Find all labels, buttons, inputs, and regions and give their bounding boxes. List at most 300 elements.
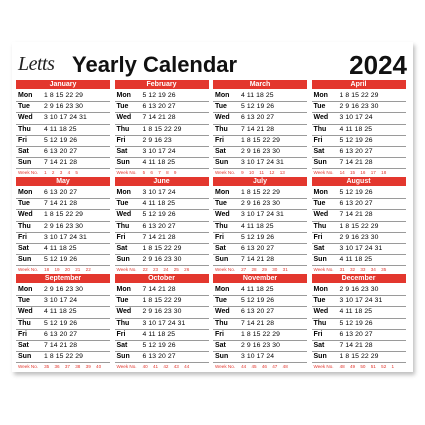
weekday-label: Fri: [313, 330, 323, 338]
day-row: [213, 199, 307, 210]
month-name: June: [115, 177, 209, 186]
day-row: [312, 147, 406, 158]
day-row: [115, 125, 209, 136]
month-name: December: [312, 274, 406, 283]
date-numbers: 6 13 20 27: [142, 103, 176, 111]
week-numbers: 18 19 20 21 22: [44, 267, 91, 273]
day-row: [213, 255, 307, 266]
date-numbers: 5 12 19 26: [339, 319, 373, 327]
weekday-label: Sun: [18, 256, 32, 264]
week-number-label: Week No.: [116, 267, 137, 273]
weekday-label: Mon: [215, 189, 230, 196]
weekday-label: Sun: [18, 159, 32, 167]
day-row: [115, 113, 209, 124]
weekday-label: Mon: [18, 92, 33, 99]
weekday-label: Sun: [313, 159, 327, 167]
day-row: [115, 222, 209, 233]
date-numbers: 1 8 15 22 29: [142, 297, 182, 305]
weekday-label: Sun: [18, 353, 32, 361]
calendar-header: [14, 48, 411, 78]
date-numbers: 6 13 20 27: [339, 200, 373, 208]
month-name: October: [115, 274, 209, 283]
weekday-label: Fri: [18, 330, 27, 338]
week-number-label: Week No.: [18, 170, 39, 176]
weekday-label: Sat: [313, 147, 325, 155]
weekday-label: Tue: [18, 103, 30, 111]
weekday-label: Thu: [313, 319, 327, 327]
day-row: [213, 210, 307, 221]
date-numbers: 5 12 19 26: [241, 233, 275, 241]
week-number-row: [213, 363, 307, 371]
date-numbers: 3 10 17 24: [142, 189, 176, 196]
day-row: [16, 233, 110, 244]
date-numbers: 7 14 21 28: [44, 159, 78, 167]
week-numbers: 35 36 37 38 39 40: [44, 364, 102, 370]
date-numbers: 3 10 17 24 31: [44, 114, 87, 122]
weekday-label: Mon: [116, 189, 131, 196]
day-row: [213, 244, 307, 255]
day-row: [312, 125, 406, 136]
date-numbers: 7 14 21 28: [142, 114, 176, 122]
day-row: [312, 113, 406, 124]
week-number-label: Week No.: [313, 267, 334, 273]
week-number-label: Week No.: [116, 364, 137, 370]
month-name: February: [115, 80, 209, 89]
date-numbers: 2 9 16 23 30: [44, 222, 83, 230]
weekday-label: Fri: [116, 136, 126, 144]
day-row: [213, 319, 307, 330]
date-numbers: 4 11 18 25: [142, 159, 176, 167]
day-row: [16, 296, 110, 307]
date-numbers: 1 8 15 22 29: [44, 211, 83, 219]
weekday-label: Sun: [215, 159, 229, 167]
day-row: [312, 296, 406, 307]
weekday-label: Tue: [116, 103, 129, 111]
weekday-label: Mon: [313, 189, 328, 196]
day-row: [16, 352, 110, 363]
date-numbers: 6 13 20 27: [241, 114, 275, 122]
date-numbers: 7 14 21 28: [44, 341, 78, 349]
day-row: [213, 158, 307, 169]
month-block: [115, 80, 209, 175]
date-numbers: 6 13 20 27: [339, 147, 373, 155]
day-row: [16, 319, 110, 330]
month-name: July: [213, 177, 307, 186]
day-row: [115, 307, 209, 318]
weekday-label: Fri: [215, 136, 224, 144]
week-number-row: [115, 363, 209, 371]
weekday-label: Tue: [215, 200, 227, 208]
day-row: [312, 244, 406, 255]
date-numbers: 2 9 16 23 30: [142, 308, 182, 316]
week-numbers: 31 32 33 34 35: [339, 267, 387, 273]
day-row: [115, 330, 209, 341]
day-row: [115, 319, 209, 330]
day-row: [115, 244, 209, 255]
month-block: [312, 80, 406, 175]
date-numbers: 7 14 21 28: [142, 233, 176, 241]
date-numbers: 5 12 19 26: [44, 319, 78, 327]
day-row: [213, 125, 307, 136]
month-block: [312, 177, 406, 272]
week-number-label: Week No.: [313, 364, 334, 370]
date-numbers: 2 9 16 23: [142, 136, 172, 144]
date-numbers: 7 14 21 28: [241, 125, 275, 133]
weekday-label: Tue: [116, 297, 129, 305]
weekday-label: Mon: [116, 286, 131, 293]
date-numbers: 4 11 18 25: [44, 308, 77, 316]
date-numbers: 1 8 15 22 29: [241, 189, 280, 196]
month-block: [16, 177, 110, 272]
day-row: [115, 285, 209, 296]
date-numbers: 2 9 16 23 30: [44, 103, 83, 111]
month-name: November: [213, 274, 307, 283]
weekday-label: Thu: [313, 222, 327, 230]
day-row: [213, 296, 307, 307]
date-numbers: 7 14 21 28: [339, 341, 373, 349]
month-name: September: [16, 274, 110, 283]
day-row: [16, 136, 110, 147]
month-name: May: [16, 177, 110, 186]
month-block: [312, 274, 406, 369]
week-number-row: [16, 363, 110, 371]
month-block: [213, 177, 307, 272]
date-numbers: 7 14 21 28: [241, 319, 275, 327]
weekday-label: Sat: [18, 147, 29, 155]
day-row: [312, 255, 406, 266]
day-row: [115, 233, 209, 244]
date-numbers: 5 12 19 26: [339, 136, 373, 144]
day-row: [312, 210, 406, 221]
weekday-label: Fri: [313, 233, 323, 241]
weekday-label: Sat: [116, 147, 128, 155]
weekday-label: Sun: [116, 353, 130, 361]
weekday-label: Sat: [313, 244, 325, 252]
week-number-label: Week No.: [313, 170, 334, 176]
day-row: [312, 199, 406, 210]
date-numbers: 1 8 15 22 29: [339, 353, 379, 361]
week-numbers: 14 15 16 17 18: [339, 170, 387, 176]
day-row: [312, 319, 406, 330]
weekday-label: Tue: [313, 103, 326, 111]
day-row: [16, 244, 110, 255]
date-numbers: 6 13 20 27: [44, 189, 78, 196]
date-numbers: 1 8 15 22 29: [241, 136, 280, 144]
day-row: [213, 113, 307, 124]
weekday-label: Mon: [215, 286, 230, 293]
date-numbers: 5 12 19 26: [339, 189, 373, 196]
weekday-label: Wed: [18, 308, 33, 316]
weekday-label: Sat: [215, 341, 226, 349]
page-title: Yearly Calendar: [72, 52, 238, 77]
weekday-label: Sun: [116, 256, 130, 264]
day-row: [213, 285, 307, 296]
date-numbers: 1 8 15 22 29: [142, 125, 182, 133]
week-number-row: [312, 363, 406, 371]
weekday-label: Sat: [215, 147, 226, 155]
date-numbers: 2 9 16 23 30: [339, 103, 379, 111]
weekday-label: Wed: [116, 114, 132, 122]
date-numbers: 7 14 21 28: [142, 286, 176, 293]
week-number-label: Week No.: [116, 170, 137, 176]
months-grid: [16, 80, 410, 368]
weekday-label: Thu: [18, 319, 31, 327]
week-number-label: Week No.: [215, 364, 236, 370]
week-number-label: Week No.: [18, 364, 39, 370]
weekday-label: Wed: [215, 114, 230, 122]
week-number-label: Week No.: [18, 267, 39, 273]
date-numbers: 5 12 19 26: [241, 297, 275, 305]
date-numbers: 3 10 17 24: [241, 353, 275, 361]
date-numbers: 7 14 21 28: [241, 256, 275, 264]
weekday-label: Thu: [116, 222, 130, 230]
day-row: [213, 341, 307, 352]
date-numbers: 6 13 20 27: [44, 330, 78, 338]
day-row: [16, 341, 110, 352]
day-row: [312, 352, 406, 363]
month-name: January: [16, 80, 110, 89]
weekday-label: Tue: [18, 200, 30, 208]
date-numbers: 7 14 21 28: [339, 159, 373, 167]
date-numbers: 1 8 15 22 29: [44, 92, 83, 99]
weekday-label: Sun: [215, 353, 229, 361]
day-row: [16, 147, 110, 158]
weekday-label: Mon: [313, 286, 328, 293]
weekday-label: Sun: [313, 256, 327, 264]
day-row: [115, 91, 209, 102]
day-row: [16, 255, 110, 266]
date-numbers: 4 11 18 25: [339, 256, 373, 264]
date-numbers: 3 10 17 24 31: [339, 244, 383, 252]
weekday-label: Sat: [18, 244, 29, 252]
weekday-label: Wed: [313, 308, 329, 316]
date-numbers: 5 12 19 26: [44, 136, 78, 144]
date-numbers: 6 13 20 27: [44, 147, 78, 155]
month-name: March: [213, 80, 307, 89]
date-numbers: 7 14 21 28: [44, 200, 78, 208]
date-numbers: 2 9 16 23 30: [44, 286, 83, 293]
day-row: [213, 91, 307, 102]
date-numbers: 4 11 18 25: [339, 125, 373, 133]
week-numbers: 9 10 11 12 13: [241, 170, 285, 176]
day-row: [115, 136, 209, 147]
day-row: [16, 199, 110, 210]
day-row: [213, 307, 307, 318]
day-row: [312, 188, 406, 199]
weekday-label: Tue: [215, 297, 227, 305]
day-row: [213, 188, 307, 199]
date-numbers: 5 12 19 26: [44, 256, 78, 264]
weekday-label: Sat: [116, 244, 128, 252]
date-numbers: 2 9 16 23 30: [339, 233, 379, 241]
day-row: [16, 285, 110, 296]
weekday-label: Mon: [18, 286, 33, 293]
day-row: [213, 147, 307, 158]
day-row: [16, 91, 110, 102]
weekday-label: Fri: [215, 330, 224, 338]
day-row: [16, 125, 110, 136]
day-row: [16, 102, 110, 113]
day-row: [16, 158, 110, 169]
weekday-label: Mon: [215, 92, 230, 99]
weekday-label: Mon: [313, 92, 328, 99]
weekday-label: Tue: [313, 297, 326, 305]
day-row: [115, 296, 209, 307]
day-row: [115, 158, 209, 169]
week-numbers: 48 49 50 51 52 1: [339, 364, 395, 370]
date-numbers: 4 11 18 25: [44, 125, 77, 133]
weekday-label: Tue: [215, 103, 227, 111]
date-numbers: 5 12 19 26: [142, 92, 176, 99]
week-numbers: 1 2 3 4 5: [44, 170, 78, 176]
weekday-label: Thu: [215, 222, 228, 230]
date-numbers: 6 13 20 27: [339, 330, 373, 338]
date-numbers: 4 11 18 25: [44, 244, 77, 252]
weekday-label: Sun: [313, 353, 327, 361]
date-numbers: 4 11 18 25: [241, 286, 274, 293]
date-numbers: 5 12 19 26: [142, 341, 176, 349]
month-block: [16, 274, 110, 369]
weekday-label: Sat: [18, 341, 29, 349]
year-label: 2024: [349, 50, 407, 80]
day-row: [312, 285, 406, 296]
date-numbers: 5 12 19 26: [142, 211, 176, 219]
date-numbers: 6 13 20 27: [142, 353, 176, 361]
day-row: [312, 233, 406, 244]
month-block: [213, 80, 307, 175]
weekday-label: Tue: [313, 200, 326, 208]
weekday-label: Sat: [313, 341, 325, 349]
date-numbers: 4 11 18 25: [241, 92, 274, 99]
weekday-label: Wed: [116, 211, 132, 219]
weekday-label: Thu: [313, 125, 327, 133]
weekday-label: Sat: [215, 244, 226, 252]
date-numbers: 3 10 17 24 31: [241, 211, 284, 219]
weekday-label: Tue: [18, 297, 30, 305]
date-numbers: 4 11 18 25: [339, 308, 373, 316]
date-numbers: 7 14 21 28: [339, 211, 373, 219]
weekday-label: Mon: [116, 92, 131, 99]
day-row: [16, 222, 110, 233]
weekday-label: Wed: [116, 308, 132, 316]
date-numbers: 5 12 19 26: [241, 103, 275, 111]
date-numbers: 3 10 17 24 31: [241, 159, 284, 167]
weekday-label: Fri: [18, 136, 27, 144]
day-row: [213, 136, 307, 147]
day-row: [312, 91, 406, 102]
weekday-label: Wed: [18, 114, 33, 122]
day-row: [115, 147, 209, 158]
weekday-label: Fri: [116, 233, 126, 241]
weekday-label: Fri: [215, 233, 224, 241]
month-name: August: [312, 177, 406, 186]
day-row: [312, 222, 406, 233]
weekday-label: Wed: [215, 211, 230, 219]
day-row: [213, 330, 307, 341]
date-numbers: 3 10 17 24 31: [142, 319, 186, 327]
weekday-label: Thu: [18, 222, 31, 230]
day-row: [213, 233, 307, 244]
day-row: [312, 341, 406, 352]
day-row: [16, 188, 110, 199]
date-numbers: 2 9 16 23 30: [241, 200, 280, 208]
week-numbers: 27 28 29 30 31: [241, 267, 288, 273]
date-numbers: 3 10 17 24: [44, 297, 78, 305]
date-numbers: 4 11 18 25: [142, 330, 176, 338]
day-row: [16, 307, 110, 318]
date-numbers: 2 9 16 23 30: [241, 341, 280, 349]
day-row: [115, 102, 209, 113]
brand-logo: Letts: [18, 53, 55, 75]
weekday-label: Sun: [215, 256, 229, 264]
week-numbers: 22 23 24 25 26: [142, 267, 190, 273]
weekday-label: Mon: [18, 189, 33, 196]
day-row: [213, 102, 307, 113]
weekday-label: Wed: [18, 211, 33, 219]
month-block: [16, 80, 110, 175]
weekday-label: Thu: [116, 319, 130, 327]
month-block: [115, 177, 209, 272]
day-row: [115, 210, 209, 221]
day-row: [213, 222, 307, 233]
date-numbers: 3 10 17 24: [142, 147, 176, 155]
date-numbers: 6 13 20 27: [241, 244, 275, 252]
month-name: April: [312, 80, 406, 89]
date-numbers: 4 11 18 25: [142, 200, 176, 208]
date-numbers: 2 9 16 23 30: [142, 256, 182, 264]
week-numbers: 40 41 42 43 44: [142, 364, 190, 370]
day-row: [115, 352, 209, 363]
date-numbers: 3 10 17 24 31: [339, 297, 383, 305]
week-numbers: 5 6 7 8 9: [142, 170, 177, 176]
weekday-label: Thu: [215, 319, 228, 327]
week-number-label: Week No.: [215, 170, 236, 176]
weekday-label: Sun: [116, 159, 130, 167]
weekday-label: Wed: [313, 211, 329, 219]
week-numbers: 44 45 46 47 48: [241, 364, 288, 370]
date-numbers: 2 9 16 23 30: [241, 147, 280, 155]
day-row: [213, 352, 307, 363]
weekday-label: Tue: [116, 200, 129, 208]
day-row: [115, 255, 209, 266]
day-row: [312, 307, 406, 318]
day-row: [16, 113, 110, 124]
weekday-label: Fri: [313, 136, 323, 144]
day-row: [115, 188, 209, 199]
weekday-label: Thu: [116, 125, 130, 133]
date-numbers: 1 8 15 22 29: [241, 330, 280, 338]
date-numbers: 3 10 17 24 31: [44, 233, 87, 241]
date-numbers: 1 8 15 22 29: [339, 92, 379, 99]
day-row: [312, 158, 406, 169]
week-number-label: Week No.: [215, 267, 236, 273]
weekday-label: Wed: [313, 114, 329, 122]
weekday-label: Wed: [215, 308, 230, 316]
date-numbers: 6 13 20 27: [142, 222, 176, 230]
day-row: [312, 102, 406, 113]
day-row: [312, 330, 406, 341]
date-numbers: 2 9 16 23 30: [339, 286, 379, 293]
weekday-label: Fri: [116, 330, 126, 338]
weekday-label: Fri: [18, 233, 27, 241]
day-row: [115, 341, 209, 352]
day-row: [16, 330, 110, 341]
date-numbers: 1 8 15 22 29: [142, 244, 182, 252]
weekday-label: Sat: [116, 341, 128, 349]
day-row: [312, 136, 406, 147]
weekday-label: Thu: [18, 125, 31, 133]
month-block: [115, 274, 209, 369]
